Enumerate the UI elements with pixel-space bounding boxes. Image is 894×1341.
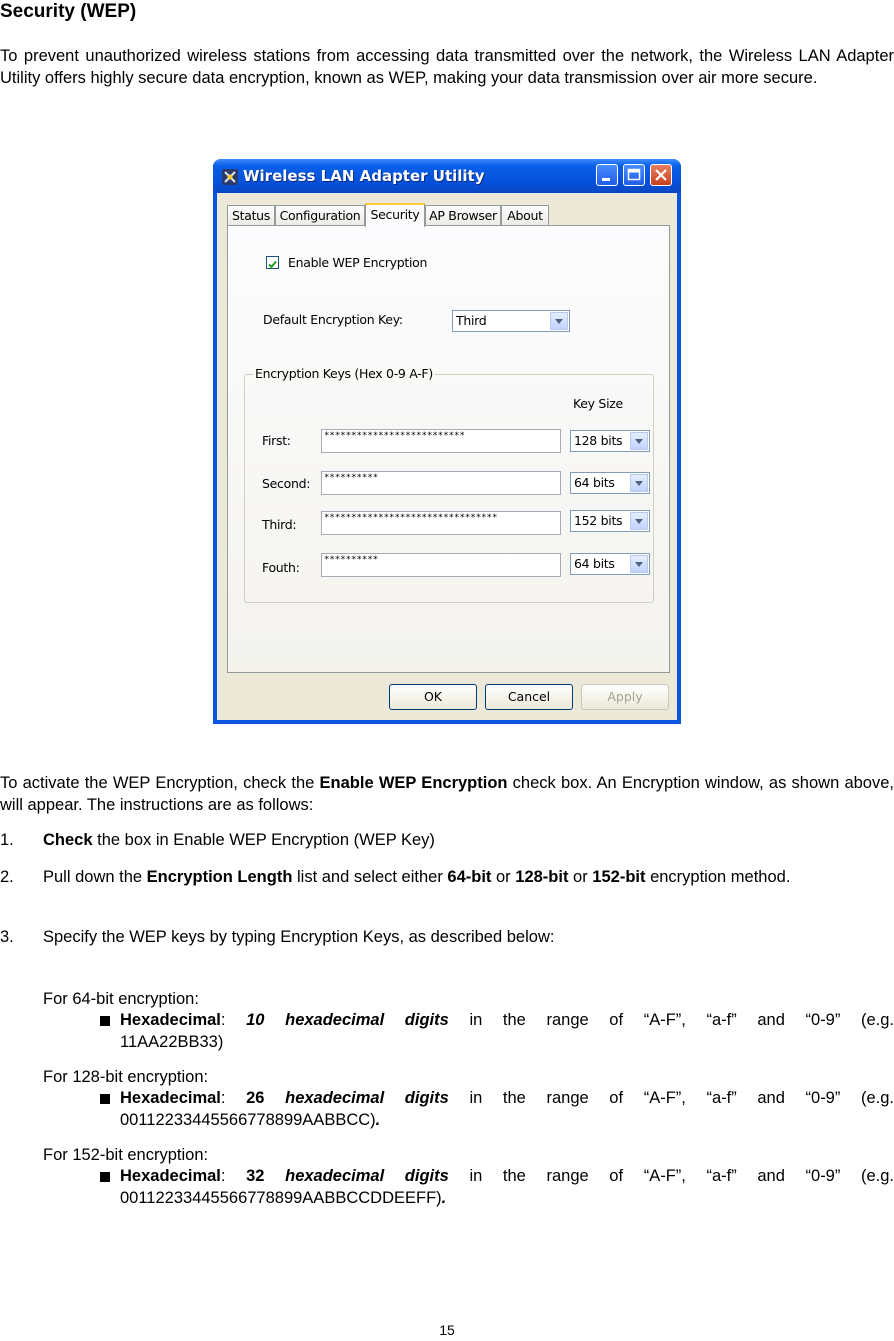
square-bullet-icon (100, 1016, 110, 1026)
step-2-part-i: encryption method. (645, 868, 791, 886)
enc-128-desc: in the range of “A-F”, “a-f” and “0-9” (e.g. (448, 1089, 894, 1107)
tab-security[interactable]: Security (365, 203, 425, 227)
group-title: Encryption Keys (Hex 0-9 A-F) (255, 366, 433, 381)
enc-152-count: 32 (246, 1167, 265, 1185)
key-third-size-select[interactable] (570, 510, 650, 532)
step-2-part-b: Encryption Length (146, 868, 293, 886)
enable-wep-checkbox[interactable] (266, 256, 279, 269)
tab-ap-browser[interactable]: AP Browser (425, 205, 501, 225)
activation-text-1: To activate the WEP Encryption, check the (0, 774, 320, 792)
key-second-label: Second: (262, 476, 311, 491)
enc-128-tail: . (375, 1111, 381, 1129)
security-panel (227, 225, 670, 673)
square-bullet-icon (100, 1172, 110, 1182)
encryption-keys-group (244, 366, 654, 603)
tab-about[interactable]: About (501, 205, 549, 225)
tab-configuration[interactable]: Configuration (275, 205, 365, 225)
step-2-part-f: 128-bit (515, 868, 569, 886)
intro-paragraph: To prevent unauthorized wireless stations from accessing data transmitted over the network, the Wireless LAN Adapter Utility offers highly secure data encryption, known as WEP, making your data transmission over air more secure. (0, 47, 894, 87)
enc-128-term: Hexadecimal (120, 1089, 221, 1107)
key-fourth-input[interactable]: ********** (321, 553, 561, 577)
app-icon (221, 168, 239, 186)
key-second-size-select[interactable] (570, 472, 650, 494)
enable-wep-label: Enable WEP Encryption (288, 255, 428, 270)
enc-152-example (120, 1187, 446, 1209)
enc-128-line1: Hexadecimal: 26 hexadecimal digits in the range of “A-F”, “a-f” and “0-9” (e.g. (120, 1089, 894, 1107)
enc-64-line1: Hexadecimal: 10 hexadecimal digits in the range of “A-F”, “a-f” and “0-9” (e.g. (120, 1011, 894, 1029)
window-title: Wireless LAN Adapter Utility (243, 167, 485, 185)
activation-emphasis: Enable WEP Encryption (319, 774, 508, 792)
enc-64-term: Hexadecimal (120, 1011, 221, 1029)
key-second-size-value: 64 bits (574, 475, 615, 490)
key-first-input[interactable]: ************************** (321, 429, 561, 453)
apply-button[interactable]: Apply (581, 684, 669, 710)
enc-152-tail: . (441, 1189, 447, 1207)
enc-152-desc: in the range of “A-F”, “a-f” and “0-9” (e.g. (448, 1167, 894, 1185)
step-2-text (43, 866, 894, 888)
enc-128-example (120, 1109, 380, 1131)
ok-button[interactable]: OK (389, 684, 477, 710)
chevron-down-icon (630, 432, 648, 450)
enc-64-example: 11AA22BB33) (120, 1033, 224, 1051)
key-third-input[interactable]: ******************************** (321, 511, 561, 535)
key-second-input[interactable]: ********** (321, 471, 561, 495)
default-key-label: Default Encryption Key: (263, 312, 403, 327)
activation-paragraph (0, 772, 894, 816)
step-2-number: 2. (0, 868, 14, 886)
step-2-part-c: list and select either (292, 868, 448, 886)
step-2-part-g: or (568, 868, 593, 886)
enc-64-label: For 64-bit encryption: (43, 990, 199, 1008)
enc-128-count: 26 (246, 1089, 265, 1107)
step-1-rest: the box in Enable WEP Encryption (WEP Key) (92, 831, 435, 849)
minimize-icon (597, 165, 617, 185)
default-key-value: Third (456, 313, 487, 328)
enc-152-example-text: 00112233445566778899AABBCCDDEEFF) (120, 1189, 442, 1207)
enc-152-term: Hexadecimal (120, 1167, 221, 1185)
enc-64-rest: hexadecimal digits (264, 1011, 449, 1029)
utility-window (213, 159, 681, 724)
key-fourth-size-value: 64 bits (574, 556, 615, 571)
key-size-header: Key Size (573, 396, 623, 411)
window-client (217, 193, 677, 720)
title-bar (213, 159, 681, 193)
maximize-button[interactable] (623, 164, 645, 186)
page-title: Security (WEP) (0, 1, 137, 22)
key-third-size-value: 152 bits (574, 513, 623, 528)
step-2-part-a: Pull down the (43, 868, 147, 886)
square-bullet-icon (100, 1094, 110, 1104)
minimize-button[interactable] (596, 164, 618, 186)
close-button[interactable] (650, 164, 672, 186)
activation-text-2: check box. An Encryption window, as shown above, will appear. The instructions are as follows: (0, 774, 894, 814)
enc-64-count: 10 (246, 1011, 265, 1029)
default-key-select[interactable] (452, 310, 570, 332)
step-2-part-h: 152-bit (592, 868, 646, 886)
key-first-size-select[interactable] (570, 430, 650, 452)
maximize-icon (624, 165, 644, 185)
enc-128-example-text: 00112233445566778899AABBCC) (120, 1111, 376, 1129)
step-1-number: 1. (0, 831, 14, 849)
key-first-label: First: (262, 433, 291, 448)
chevron-down-icon (630, 512, 648, 530)
step-3-text: Specify the WEP keys by typing Encryption Keys, as described below: (43, 928, 555, 946)
checkmark-icon (267, 259, 278, 270)
chevron-down-icon (630, 555, 648, 573)
enc-152-label: For 152-bit encryption: (43, 1146, 209, 1164)
chevron-down-icon (550, 312, 568, 330)
enc-152-rest: hexadecimal digits (264, 1167, 449, 1185)
key-fourth-label: Fouth: (262, 560, 300, 575)
enc-152-line1: Hexadecimal: 32 hexadecimal digits in the range of “A-F”, “a-f” and “0-9” (e.g. (120, 1167, 894, 1185)
step-2-part-e: or (491, 868, 516, 886)
step-3-number: 3. (0, 928, 14, 946)
key-fourth-size-select[interactable] (570, 553, 650, 575)
key-first-size-value: 128 bits (574, 433, 623, 448)
page-number: 15 (439, 1322, 455, 1338)
cancel-button[interactable]: Cancel (485, 684, 573, 710)
key-third-label: Third: (262, 517, 297, 532)
step-2-part-d: 64-bit (447, 868, 492, 886)
enc-128-label: For 128-bit encryption: (43, 1068, 209, 1086)
enc-128-rest: hexadecimal digits (264, 1089, 449, 1107)
chevron-down-icon (630, 474, 648, 492)
close-icon (651, 165, 671, 185)
step-1-bold: Check (43, 831, 93, 849)
tab-status[interactable]: Status (227, 205, 275, 225)
step-1-text (43, 829, 894, 851)
enc-64-desc: in the range of “A-F”, “a-f” and “0-9” (e.g. (448, 1011, 894, 1029)
